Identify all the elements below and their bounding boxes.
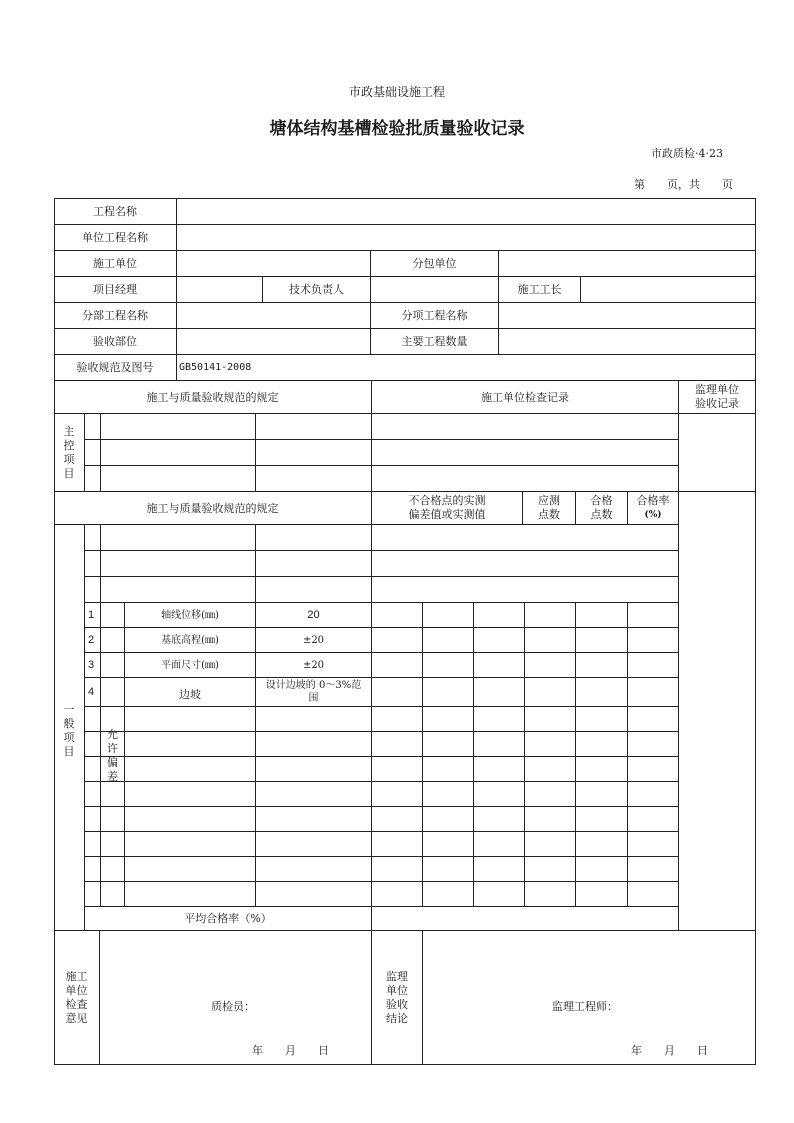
- avg-pass-rate-label: 平均合格率（%）: [184, 912, 272, 925]
- form-code: 市政质检·4·23: [651, 147, 723, 160]
- page-title: 塘体结构基槽检验批质量验收记录: [269, 119, 525, 139]
- standard-label: 验收规范及图号: [76, 361, 154, 374]
- supervision-conclusion-line: 监理: [386, 970, 408, 983]
- project-name-label: 工程名称: [93, 205, 137, 218]
- row-item-name: 边坡: [179, 688, 201, 701]
- supervision-date: 年 月 日: [631, 1044, 708, 1057]
- general-char: 项: [63, 731, 75, 744]
- spec-header-general: 施工与质量验收规范的规定: [146, 501, 279, 515]
- row-item-value-line1: 设计边坡的 0～3%范: [265, 680, 362, 691]
- general-char: 般: [63, 717, 75, 730]
- general-char: 一: [63, 703, 75, 716]
- unit-project-name-label: 单位工程名称: [82, 231, 148, 244]
- allowable-char: 偏: [107, 756, 118, 769]
- check-record-header: 施工单位检查记录: [481, 390, 569, 404]
- row-item-value: 20: [307, 608, 320, 621]
- project-manager-field[interactable]: [177, 277, 262, 302]
- deviation-header-line1: 不合格点的实测: [408, 494, 486, 507]
- supervision-conclusion-line: 验收: [386, 998, 408, 1011]
- points-required-line2: 点数: [538, 508, 560, 521]
- deviation-header-line2: 偏差值或实测值: [408, 508, 486, 521]
- supervision-conclusion-line: 结论: [386, 1012, 408, 1025]
- item-project-label: 分项工程名称: [401, 309, 468, 322]
- points-passed-line2: 点数: [590, 508, 613, 521]
- row-item-value: ±20: [302, 634, 325, 646]
- project-manager-label: 项目经理: [93, 283, 137, 296]
- main-control-char: 目: [63, 466, 75, 480]
- item-project-field[interactable]: [499, 303, 755, 328]
- pass-rate-line1: 合格率: [636, 494, 670, 507]
- tech-lead-label: 技术负责人: [289, 283, 344, 296]
- allowable-deviation-label: [101, 724, 124, 788]
- foreman-label: 施工工长: [517, 283, 562, 296]
- avg-pass-rate-field[interactable]: [372, 907, 678, 930]
- row-item-value: ±20: [302, 659, 325, 671]
- row-number: 2: [88, 634, 95, 646]
- contractor-field[interactable]: [177, 251, 370, 276]
- supervision-header: [679, 381, 755, 413]
- main-quantity-label: 主要工程数量: [401, 335, 468, 348]
- contractor-opinion-line: 检查: [65, 998, 88, 1011]
- general-items-label: [54, 695, 84, 767]
- points-passed-line1: 合格: [590, 494, 613, 507]
- allowable-char: 许: [107, 742, 118, 755]
- contractor-opinion-label: [54, 968, 99, 1028]
- general-char: 目: [63, 745, 75, 758]
- allowable-char: 允: [107, 728, 118, 741]
- sub-project-field[interactable]: [177, 303, 370, 328]
- pass-rate-header: [628, 492, 678, 524]
- inspection-part-label: 验收部位: [93, 335, 137, 348]
- inspector-signature-label: 质检员：: [211, 1000, 255, 1013]
- main-quantity-field[interactable]: [499, 329, 755, 354]
- points-required-line1: 应测: [538, 494, 560, 507]
- supervision-conclusion-label: [372, 968, 422, 1028]
- allowable-char: 差: [107, 770, 118, 783]
- row-number: 3: [88, 659, 95, 671]
- main-control-label: [54, 414, 84, 491]
- tech-lead-field[interactable]: [371, 277, 498, 302]
- row-item-value: [256, 678, 371, 706]
- pass-rate-line2: (%): [644, 510, 662, 520]
- project-name-field[interactable]: [177, 199, 755, 224]
- contractor-opinion-line: 单位: [65, 984, 88, 997]
- category-label: 市政基础设施工程: [348, 85, 445, 99]
- standard-value: GB50141-2008: [179, 362, 252, 373]
- foreman-field[interactable]: [581, 277, 755, 302]
- row-item-name: 轴线位移(㎜): [161, 609, 219, 621]
- subcontractor-field[interactable]: [499, 251, 755, 276]
- inspection-part-field[interactable]: [177, 329, 370, 354]
- supervision-header-line1: 监理单位: [695, 383, 739, 396]
- row-number: 4: [88, 686, 95, 698]
- deviation-header: [372, 492, 522, 524]
- supervision-header-line2: 验收记录: [695, 397, 739, 410]
- subcontractor-label: 分包单位: [412, 257, 457, 270]
- page-info: 第 页，共 页: [634, 178, 733, 191]
- supervisor-signature-label: 监理工程师：: [552, 1000, 618, 1013]
- unit-project-name-field[interactable]: [177, 225, 755, 250]
- contractor-date: 年 月 日: [252, 1044, 329, 1057]
- points-required-header: [523, 492, 575, 524]
- contractor-opinion-line: 意见: [65, 1012, 88, 1025]
- spec-header: 施工与质量验收规范的规定: [146, 390, 279, 404]
- contractor-opinion-line: 施工: [65, 970, 88, 983]
- supervision-conclusion-line: 单位: [386, 984, 408, 997]
- sub-project-label: 分部工程名称: [82, 309, 148, 322]
- row-item-name: 平面尺寸(㎜): [161, 659, 219, 671]
- row-item-value-line2: 围: [308, 693, 319, 704]
- main-control-char: 项: [63, 452, 75, 466]
- points-passed-header: [576, 492, 627, 524]
- row-item-name: 基底高程(㎜): [161, 634, 219, 646]
- main-control-char: 主: [63, 424, 75, 438]
- contractor-label: 施工单位: [93, 257, 137, 270]
- row-number: 1: [88, 609, 95, 621]
- main-control-char: 控: [63, 438, 75, 452]
